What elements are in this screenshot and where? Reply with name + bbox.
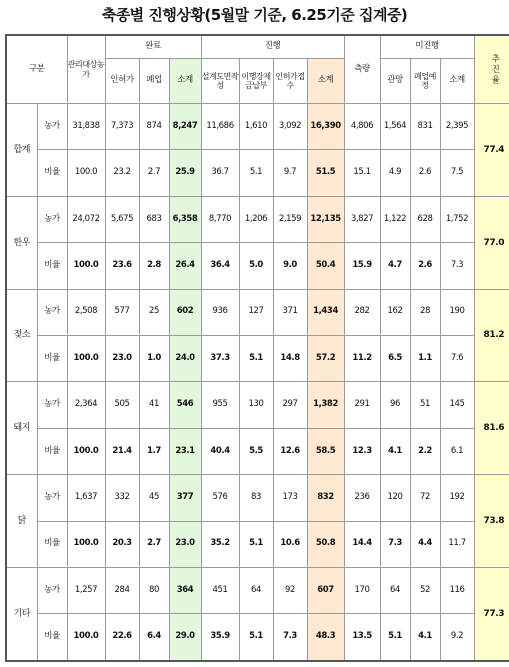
table-cell: 2.6 [410, 150, 440, 196]
row-kind-label: 농가 [37, 289, 67, 335]
table-row [6, 104, 509, 150]
table-row [6, 289, 509, 335]
header-nonprogress-subtotal: 소계 [440, 59, 474, 104]
table-cell: 51.5 [307, 150, 344, 196]
table-cell: 96 [380, 382, 410, 428]
table-cell: 13.5 [344, 614, 380, 661]
table-cell: 16,390 [307, 104, 344, 150]
table-cell: 607 [307, 568, 344, 614]
table-cell: 50.4 [307, 243, 344, 289]
table-cell: 14.4 [344, 521, 380, 567]
row-kind-label: 농가 [37, 475, 67, 521]
rate-cell: 81.2 [474, 289, 509, 382]
table-cell: 5.1 [239, 150, 273, 196]
table-cell: 48.3 [307, 614, 344, 661]
header-completed: 완료 [105, 35, 201, 59]
table-cell: 1,564 [380, 104, 410, 150]
table-cell: 546 [169, 382, 201, 428]
table-cell: 11.2 [344, 336, 380, 382]
table-cell: 192 [440, 475, 474, 521]
row-kind-label: 비율 [37, 243, 67, 289]
table-cell: 36.7 [201, 150, 239, 196]
header-design-drawing: 설계도면작성 [201, 59, 239, 104]
table-cell: 6.5 [380, 336, 410, 382]
table-row [6, 428, 509, 474]
row-kind-label: 농가 [37, 104, 67, 150]
table-cell: 284 [105, 568, 139, 614]
row-kind-label: 비율 [37, 150, 67, 196]
table-cell: 1,122 [380, 196, 410, 242]
group-label: 돼지 [6, 382, 37, 475]
table-cell: 170 [344, 568, 380, 614]
table-cell: 6.4 [139, 614, 169, 661]
row-kind-label: 비율 [37, 614, 67, 661]
table-cell: 4.1 [410, 614, 440, 661]
row-kind-label: 비율 [37, 336, 67, 382]
table-cell: 683 [139, 196, 169, 242]
table-cell: 7.5 [440, 150, 474, 196]
table-cell: 173 [273, 475, 307, 521]
table-cell: 5.5 [239, 428, 273, 474]
row-kind-label: 농가 [37, 382, 67, 428]
livestock-progress-table [5, 34, 509, 662]
table-cell: 21.4 [105, 428, 139, 474]
table-cell: 145 [440, 382, 474, 428]
row-kind-label: 농가 [37, 568, 67, 614]
table-cell: 1,206 [239, 196, 273, 242]
table-cell: 14.8 [273, 336, 307, 382]
table-cell: 832 [307, 475, 344, 521]
row-kind-label: 농가 [37, 196, 67, 242]
table-cell: 831 [410, 104, 440, 150]
table-cell: 130 [239, 382, 273, 428]
table-cell: 7.3 [380, 521, 410, 567]
table-cell: 4,806 [344, 104, 380, 150]
table-cell: 5.1 [239, 521, 273, 567]
table-row [6, 243, 509, 289]
table-cell: 9.0 [273, 243, 307, 289]
rate-cell: 77.4 [474, 104, 509, 197]
table-cell: 2,159 [273, 196, 307, 242]
table-cell: 1,257 [67, 568, 105, 614]
header-watching: 관망 [380, 59, 410, 104]
table-cell: 50.8 [307, 521, 344, 567]
table-cell: 297 [273, 382, 307, 428]
header-group: 구분 [6, 35, 67, 104]
table-row [6, 568, 509, 614]
table-body [6, 104, 509, 662]
table-cell: 15.9 [344, 243, 380, 289]
table-cell: 23.0 [105, 336, 139, 382]
table-cell: 5.0 [239, 243, 273, 289]
table-cell: 36.4 [201, 243, 239, 289]
group-label: 기타 [6, 568, 37, 661]
table-row [6, 521, 509, 567]
table-cell: 874 [139, 104, 169, 150]
table-row [6, 150, 509, 196]
table-cell: 1,752 [440, 196, 474, 242]
header-planned-closure: 폐업예정 [410, 59, 440, 104]
header-permit-filed: 인허가접수 [273, 59, 307, 104]
table-cell: 100.0 [67, 336, 105, 382]
table-cell: 40.4 [201, 428, 239, 474]
table-cell: 6.1 [440, 428, 474, 474]
table-cell: 23.1 [169, 428, 201, 474]
table-cell: 35.9 [201, 614, 239, 661]
table-cell: 3,827 [344, 196, 380, 242]
table-cell: 83 [239, 475, 273, 521]
table-cell: 576 [201, 475, 239, 521]
table-cell: 11,686 [201, 104, 239, 150]
table-cell: 15.1 [344, 150, 380, 196]
table-cell: 190 [440, 289, 474, 335]
table-cell: 3,092 [273, 104, 307, 150]
table-cell: 37.3 [201, 336, 239, 382]
table-cell: 2,508 [67, 289, 105, 335]
table-cell: 100.0 [67, 150, 105, 196]
rate-cell: 73.8 [474, 475, 509, 568]
table-cell: 2.2 [410, 428, 440, 474]
table-cell: 51 [410, 382, 440, 428]
table-cell: 25 [139, 289, 169, 335]
table-cell: 72 [410, 475, 440, 521]
header-completed-subtotal: 소계 [169, 59, 201, 104]
table-row [6, 382, 509, 428]
header-completed-closed: 폐업 [139, 59, 169, 104]
table-cell: 8,247 [169, 104, 201, 150]
header-in-progress-subtotal: 소계 [307, 59, 344, 104]
table-cell: 41 [139, 382, 169, 428]
header-managed-farms: 관리대상농가 [67, 35, 105, 104]
table-cell: 52 [410, 568, 440, 614]
table-cell: 377 [169, 475, 201, 521]
table-cell: 116 [440, 568, 474, 614]
table-cell: 22.6 [105, 614, 139, 661]
rate-cell: 77.3 [474, 568, 509, 661]
table-cell: 100.0 [67, 428, 105, 474]
table-title: 축종별 진행상황(5월말 기준, 6.25기준 집계중) [101, 6, 408, 24]
table-cell: 1,382 [307, 382, 344, 428]
header-nonprogress: 미진행 [380, 35, 474, 59]
table-cell: 26.4 [169, 243, 201, 289]
table-cell: 29.0 [169, 614, 201, 661]
table-cell: 11.7 [440, 521, 474, 567]
table-cell: 64 [380, 568, 410, 614]
table-cell: 23.0 [169, 521, 201, 567]
group-label: 닭 [6, 475, 37, 568]
table-cell: 120 [380, 475, 410, 521]
group-label: 젖소 [6, 289, 37, 382]
rate-cell: 77.0 [474, 196, 509, 289]
table-cell: 12,135 [307, 196, 344, 242]
table-cell: 4.9 [380, 150, 410, 196]
table-cell: 5,675 [105, 196, 139, 242]
row-kind-label: 비율 [37, 521, 67, 567]
table-cell: 2,364 [67, 382, 105, 428]
table-cell: 100.0 [67, 614, 105, 661]
table-cell: 2,395 [440, 104, 474, 150]
table-cell: 236 [344, 475, 380, 521]
table-cell: 28 [410, 289, 440, 335]
table-row [6, 336, 509, 382]
table-cell: 24,072 [67, 196, 105, 242]
table-cell: 31,838 [67, 104, 105, 150]
table-cell: 100.0 [67, 243, 105, 289]
table-cell: 4.7 [380, 243, 410, 289]
table-cell: 371 [273, 289, 307, 335]
group-label: 합계 [6, 104, 37, 197]
table-cell: 20.3 [105, 521, 139, 567]
table-cell: 35.2 [201, 521, 239, 567]
table-cell: 505 [105, 382, 139, 428]
table-cell: 628 [410, 196, 440, 242]
table-cell: 8,770 [201, 196, 239, 242]
table-row [6, 475, 509, 521]
header-in-progress: 진행 [201, 35, 344, 59]
table-cell: 9.7 [273, 150, 307, 196]
table-cell: 364 [169, 568, 201, 614]
table-cell: 162 [380, 289, 410, 335]
table-cell: 2.8 [139, 243, 169, 289]
table-cell: 23.6 [105, 243, 139, 289]
table-cell: 7.6 [440, 336, 474, 382]
table-cell: 64 [239, 568, 273, 614]
table-cell: 5.1 [239, 614, 273, 661]
table-cell: 127 [239, 289, 273, 335]
rate-cell: 81.6 [474, 382, 509, 475]
table-cell: 602 [169, 289, 201, 335]
row-kind-label: 비율 [37, 428, 67, 474]
table-cell: 12.6 [273, 428, 307, 474]
table-cell: 282 [344, 289, 380, 335]
table-cell: 24.0 [169, 336, 201, 382]
table-row [6, 614, 509, 661]
table-cell: 1,434 [307, 289, 344, 335]
table-cell: 1.7 [139, 428, 169, 474]
table-cell: 58.5 [307, 428, 344, 474]
table-cell: 6,358 [169, 196, 201, 242]
table-row [6, 196, 509, 242]
table-cell: 332 [105, 475, 139, 521]
header-measurement: 측량 [344, 35, 380, 104]
table-cell: 23.2 [105, 150, 139, 196]
table-cell: 10.6 [273, 521, 307, 567]
header-penalty-payment: 이행강제금납부 [239, 59, 273, 104]
table-cell: 2.7 [139, 150, 169, 196]
table-cell: 2.7 [139, 521, 169, 567]
table-cell: 25.9 [169, 150, 201, 196]
table-cell: 1,637 [67, 475, 105, 521]
table-cell: 92 [273, 568, 307, 614]
table-cell: 291 [344, 382, 380, 428]
table-cell: 577 [105, 289, 139, 335]
table-cell: 1,610 [239, 104, 273, 150]
table-cell: 7.3 [440, 243, 474, 289]
group-label: 한우 [6, 196, 37, 289]
table-cell: 5.1 [239, 336, 273, 382]
table-cell: 955 [201, 382, 239, 428]
table-cell: 80 [139, 568, 169, 614]
table-cell: 1.0 [139, 336, 169, 382]
table-cell: 2.6 [410, 243, 440, 289]
table-cell: 9.2 [440, 614, 474, 661]
table-cell: 7.3 [273, 614, 307, 661]
header-rate: 추진율 [474, 35, 509, 104]
table-cell: 1.1 [410, 336, 440, 382]
table-cell: 451 [201, 568, 239, 614]
table-cell: 12.3 [344, 428, 380, 474]
table-cell: 7,373 [105, 104, 139, 150]
table-cell: 45 [139, 475, 169, 521]
table-cell: 4.4 [410, 521, 440, 567]
table-cell: 57.2 [307, 336, 344, 382]
table-cell: 5.1 [380, 614, 410, 661]
table-cell: 100.0 [67, 521, 105, 567]
header-completed-permit: 인허가 [105, 59, 139, 104]
table-cell: 936 [201, 289, 239, 335]
table-cell: 4.1 [380, 428, 410, 474]
